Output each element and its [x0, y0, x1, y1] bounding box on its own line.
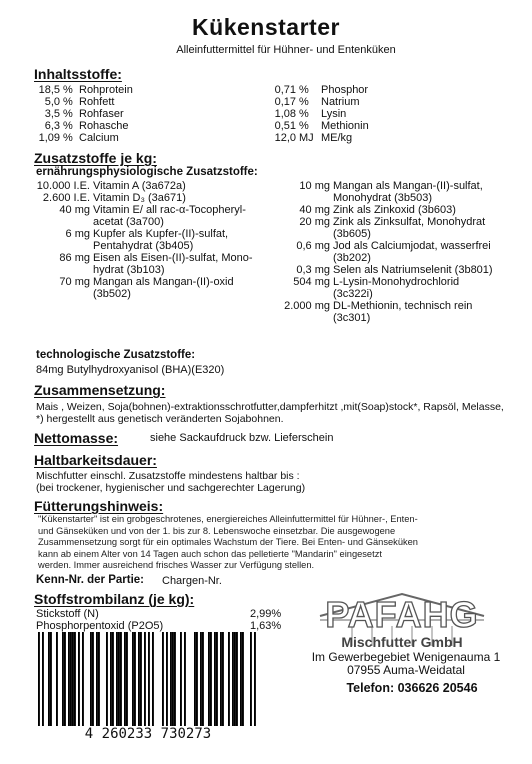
nutrient-unit: %	[299, 96, 309, 108]
stoff-row-p-label: Phosphorpentoxid (P2O5)	[36, 620, 164, 632]
additive-row-cont	[30, 216, 293, 228]
additive-amount: 6 mg	[65, 228, 90, 240]
composition-line-1: Mais , Weizen, Soja(bohnen)-extraktionsschrotfutter,dampferhitzt ,mit(Soap)stock*, Rapsöl, Melasse,	[36, 401, 504, 413]
barcode-bar	[170, 632, 172, 728]
nutrient-name: ME/kg	[321, 132, 353, 144]
barcode-bar	[70, 632, 72, 728]
barcode-bar	[132, 632, 134, 728]
barcode-bar	[236, 632, 238, 728]
nutrient-row	[266, 132, 421, 144]
nutrient-row	[266, 96, 421, 108]
barcode-bar	[120, 632, 122, 728]
barcode-bar	[72, 632, 74, 728]
additive-amount: 70 mg	[59, 276, 90, 288]
composition-line-2: *) hergestellt aus genetisch veränderten Sojabohnen.	[36, 413, 284, 425]
subheading-technologisch: technologische Zusatzstoffe:	[36, 349, 196, 361]
additive-amount: 20 mg	[299, 216, 330, 228]
additive-name-cont: (3b502)	[93, 288, 131, 300]
nutrient-row	[30, 84, 179, 96]
additive-row	[268, 180, 532, 192]
additive-name: Mangan als Mangan-(II)-oxid	[93, 276, 234, 288]
nutrient-row	[30, 96, 179, 108]
barcode-bar	[172, 632, 174, 728]
nutrient-row	[266, 108, 421, 120]
additive-row	[268, 204, 532, 216]
additive-name: Zink als Zinkoxid (3b603)	[333, 204, 456, 216]
barcode-bar	[216, 632, 218, 728]
barcode-digits: 4 260233 730273	[38, 726, 258, 742]
additive-row-cont	[268, 228, 532, 240]
barcode-bar	[250, 632, 252, 740]
heading-nettomasse: Nettomasse:	[34, 430, 119, 446]
nutrient-row	[266, 84, 421, 96]
nutrient-value: 18,5	[38, 84, 60, 96]
additive-name-cont: (3c322i)	[333, 288, 373, 300]
barcode-bar	[234, 632, 236, 728]
additive-name: Vitamin E/ all rac-α-Tocopheryl-	[93, 204, 246, 216]
barcode-bars	[38, 632, 256, 740]
additive-name: Jod als Calciumjodat, wasserfrei	[333, 240, 491, 252]
nutrient-name: Rohfett	[79, 96, 115, 108]
nutrient-unit: %	[63, 84, 73, 96]
additive-name: Selen als Natriumselenit (3b801)	[333, 264, 493, 276]
nutrient-value: 5,0	[44, 96, 60, 108]
stoff-row-p-value: 1,63%	[250, 620, 282, 632]
additive-row-cont	[268, 192, 532, 204]
barcode-bar	[74, 632, 76, 728]
barcode-bar	[62, 632, 64, 728]
additive-row-cont	[268, 288, 532, 300]
additive-name: Vitamin A (3a672a)	[93, 180, 186, 192]
nutrient-value: 1,09	[38, 132, 60, 144]
additive-name-cont: Monohydrat (3b503)	[333, 192, 433, 204]
barcode-bar	[174, 632, 176, 728]
stoff-row-n-label: Stickstoff (N)	[36, 608, 99, 620]
barcode-bar	[144, 632, 146, 740]
additive-row	[30, 180, 293, 192]
nutrient-name: Lysin	[321, 108, 347, 120]
nutrient-value: 0,71	[274, 84, 296, 96]
additive-amount: 40 mg	[59, 204, 90, 216]
barcode-bar	[112, 632, 114, 728]
additive-name-cont: hydrat (3b103)	[93, 264, 165, 276]
additive-name: Vitamin D₃ (3a671)	[93, 192, 186, 204]
fuetterung-line: "Kükenstarter" ist ein grobgeschrotenes, energiereiches Alleinfuttermittel für Hühner-, Enten-	[38, 514, 418, 524]
barcode-bar	[56, 632, 58, 728]
fuetterung-line: Zusammensetzung sorgt für ein optimales Wachstum der Tiere. Bei Enten- und Gänseküken	[38, 537, 418, 547]
nutrient-name: Rohfaser	[79, 108, 124, 120]
additive-row-cont	[268, 252, 532, 264]
additive-amount: 504 mg	[293, 276, 330, 288]
nutrient-row	[266, 120, 421, 132]
barcode-bar	[106, 632, 108, 728]
company-name: Mischfutter GmbH	[341, 634, 463, 650]
additive-row-cont	[30, 288, 293, 300]
heading-zusammensetzung: Zusammensetzung:	[34, 382, 166, 398]
logo-text: PAFAHG	[325, 594, 479, 635]
heading-stoffstrombilanz: Stoffstrombilanz (je kg):	[34, 591, 195, 607]
barcode-bar	[228, 632, 230, 728]
nutrient-name: Natrium	[321, 96, 360, 108]
barcode-bar	[42, 632, 44, 740]
barcode-bar	[64, 632, 66, 728]
barcode-bar	[38, 632, 40, 740]
barcode-bar	[180, 632, 182, 728]
product-title: Kükenstarter	[192, 14, 340, 40]
barcode-bar	[98, 632, 100, 728]
company-phone: Telefon: 036626 20546	[346, 681, 478, 695]
company-city: 07955 Auma-Weidatal	[347, 663, 465, 677]
product-subtitle: Alleinfuttermittel für Hühner- und Entenküken	[176, 44, 396, 56]
nutrient-unit: %	[63, 120, 73, 132]
nutrient-unit: %	[299, 108, 309, 120]
barcode-bar	[138, 632, 140, 728]
subheading-ernaehrung: ernährungsphysiologische Zusatzstoffe:	[36, 166, 258, 178]
barcode-bar	[134, 632, 136, 728]
additive-name: Zink als Zinksulfat, Monohydrat	[333, 216, 486, 228]
nutrient-unit: %	[63, 108, 73, 120]
additive-row	[30, 204, 293, 216]
zusatz-left-list	[30, 180, 293, 300]
company-street: Im Gewerbegebiet Wenigenauma 1	[311, 650, 501, 664]
barcode-bar	[222, 632, 224, 728]
partie-value: Chargen-Nr.	[162, 575, 222, 587]
additive-amount: 0,6 mg	[296, 240, 330, 252]
additive-name: DL-Methionin, technisch rein	[333, 300, 473, 312]
barcode-bar	[202, 632, 204, 728]
additive-name-cont: acetat (3a700)	[93, 216, 164, 228]
heading-haltbarkeit: Haltbarkeitsdauer:	[34, 452, 157, 468]
inhalt-left-list	[30, 84, 179, 144]
additive-row	[268, 240, 532, 252]
barcode-bar	[208, 632, 210, 728]
nutrient-row	[30, 132, 179, 144]
haltbarkeit-line-2: (bei trockener, hygienischer und sachgerechter Lagerung)	[36, 482, 306, 494]
barcode-bar	[78, 632, 80, 728]
nutrient-unit: %	[63, 132, 73, 144]
nutrient-value: 6,3	[44, 120, 60, 132]
tech-additive-line: 84mg Butylhydroxyanisol (BHA)(E320)	[36, 364, 225, 376]
additive-name: Kupfer als Kupfer-(II)-sulfat,	[93, 228, 229, 240]
zusatz-right-list	[268, 180, 532, 324]
nutrient-value: 1,08	[274, 108, 296, 120]
additive-name-cont: (3b202)	[333, 252, 371, 264]
barcode-bar	[242, 632, 244, 728]
barcode-bar	[140, 632, 142, 728]
barcode-bar	[116, 632, 118, 728]
barcode-bar	[220, 632, 222, 728]
additive-amount: 2.600 I.E.	[42, 192, 90, 204]
additive-amount: 0,3 mg	[296, 264, 330, 276]
additive-name: Mangan als Mangan-(II)-sulfat,	[333, 180, 483, 192]
additive-row	[268, 264, 532, 276]
nutrient-value: 12,0	[274, 132, 296, 144]
additive-row	[268, 216, 532, 228]
barcode-bar	[110, 632, 112, 728]
additive-row	[30, 228, 293, 240]
barcode-bar	[210, 632, 212, 728]
nutrient-unit: %	[299, 84, 309, 96]
additive-row	[268, 276, 532, 288]
barcode-bar	[184, 632, 186, 728]
additive-name-cont: (3c301)	[333, 312, 371, 324]
additive-amount: 10 mg	[299, 180, 330, 192]
barcode-bar	[118, 632, 120, 728]
haltbarkeit-line-1: Mischfutter einschl. Zusatzstoffe mindestens haltbar bis :	[36, 470, 300, 482]
barcode-bar	[196, 632, 198, 728]
additive-row-cont	[268, 312, 532, 324]
nutrient-row	[30, 120, 179, 132]
additive-name: Eisen als Eisen-(II)-sulfat, Mono-	[93, 252, 253, 264]
barcode-bar	[90, 632, 92, 728]
additive-row	[30, 276, 293, 288]
nutrient-unit: %	[63, 96, 73, 108]
barcode-bar	[152, 632, 154, 728]
additive-amount: 2.000 mg	[284, 300, 330, 312]
nutrient-name: Rohasche	[79, 120, 129, 132]
additive-row-cont	[30, 240, 293, 252]
nutrient-name: Phosphor	[321, 84, 369, 96]
nutrient-name: Methionin	[321, 120, 369, 132]
barcode-bar	[194, 632, 196, 728]
barcode-bar	[82, 632, 84, 728]
additive-name-cont: (3b605)	[333, 228, 371, 240]
additive-row	[268, 300, 532, 312]
barcode-bar	[232, 632, 234, 728]
heading-zusatzstoffe: Zusatzstoffe je kg:	[34, 150, 157, 166]
additive-name-cont: Pentahydrat (3b405)	[93, 240, 194, 252]
nutrient-name: Calcium	[79, 132, 119, 144]
barcode-bar	[148, 632, 150, 740]
barcode-bar	[92, 632, 94, 728]
additive-amount: 40 mg	[299, 204, 330, 216]
heading-inhaltsstoffe: Inhaltsstoffe:	[34, 66, 122, 82]
barcode-bar	[50, 632, 52, 728]
additive-row-cont	[30, 264, 293, 276]
nutrient-unit: MJ	[299, 132, 314, 144]
additive-amount: 10.000 I.E.	[36, 180, 90, 192]
barcode-bar	[200, 632, 202, 728]
barcode-bar	[162, 632, 164, 728]
fuetterung-line: kann ab einem Alter von 14 Tagen auch schon das pelletierte "Mandarin" eingesetzt	[38, 548, 382, 559]
additive-row	[30, 192, 293, 204]
barcode-bar	[48, 632, 50, 728]
stoff-row-n-value: 2,99%	[250, 608, 282, 620]
fuetterung-text	[38, 514, 418, 572]
fuetterung-line: werden. Immer ausreichend frisches Wasser zur Verfügung stellen.	[38, 560, 315, 570]
barcode-bar	[124, 632, 126, 728]
barcode-bar	[166, 632, 168, 728]
nutrient-value: 0,51	[274, 120, 296, 132]
barcode-bar	[68, 632, 70, 728]
barcode-bar	[214, 632, 216, 728]
nettomasse-text: siehe Sackaufdruck bzw. Lieferschein	[150, 432, 334, 444]
fuetterung-line: und Gänseküken und von der 1. bis zur 8. Lebenswoche einsetzbar. Die ausgewogene	[38, 525, 396, 536]
barcode-bar	[96, 632, 98, 728]
inhalt-right-list	[266, 84, 421, 144]
heading-fuetterung: Fütterungshinweis:	[34, 498, 164, 514]
nutrient-unit: %	[299, 120, 309, 132]
barcode-bar	[126, 632, 128, 728]
nutrient-value: 3,5	[44, 108, 60, 120]
additive-row	[30, 252, 293, 264]
nutrient-row	[30, 108, 179, 120]
barcode-bar	[240, 632, 242, 728]
partie-label: Kenn-Nr. der Partie:	[36, 574, 144, 586]
nutrient-value: 0,17	[274, 96, 296, 108]
barcode-bar	[254, 632, 256, 740]
additive-amount: 86 mg	[59, 252, 90, 264]
additive-name: L-Lysin-Monohydrochlorid	[333, 276, 460, 288]
nutrient-name: Rohprotein	[79, 84, 133, 96]
